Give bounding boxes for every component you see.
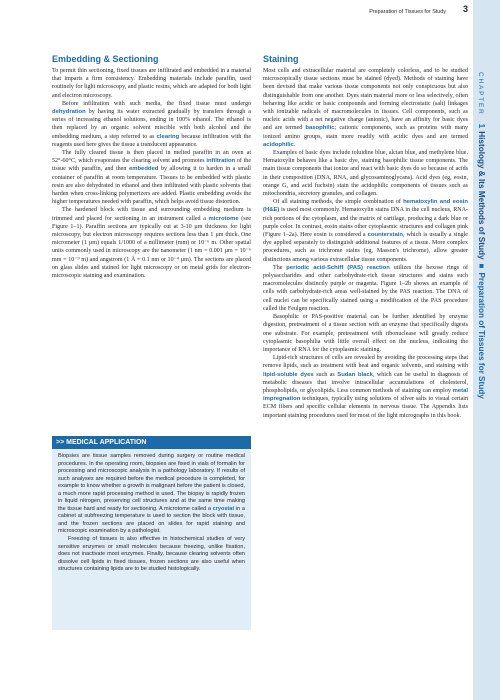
keyword-lipid-soluble-dyes: lipid-soluble dyes	[263, 371, 314, 378]
separator-square-icon: ■	[477, 263, 486, 269]
keyword-cryostat: cryostat	[212, 505, 235, 512]
medical-application-body	[52, 449, 251, 574]
chapter-word: CHAPTER	[477, 72, 484, 116]
page-number: 3	[462, 4, 468, 14]
paragraph: Examples of basic dyes include toluidine blue, alcian blue, and methylene blue. Hematoxylin behaves like a basic dye, staining basophilic tissue components. The main tissue components that ionize and react with basic dyes do so because of acids in their composition (DNA, RNA, and glycosaminoglycans). Acid dyes (eg, eosin, orange G, and acid fuchsin) stain the acidophilic components of tissues such as mitochondria, secretory granules, and collagen.	[263, 150, 468, 198]
keyword-dehydration: dehydration	[52, 109, 86, 116]
medical-application-heading: >> MEDICAL APPLICATION	[52, 436, 251, 449]
keyword-hematoxylin-eosin: hematoxylin and eosin (H&E)	[263, 199, 468, 214]
section-title-staining: Staining	[263, 54, 299, 64]
keyword-microtome: microtome	[208, 215, 239, 222]
keyword-pas-reaction: periodic acid-Schiff (PAS) reaction	[286, 264, 390, 271]
paragraph: Basophilic or PAS-positive material can be further identified by enzyme digestion, pretreatment of a tissue section with an enzyme that specifically digests one substrate. For example, pretreatment with ribonuclease will greatly reduce cytoplasmic basophilia with little overall effect on the nucleus, indicating the importance of RNA for the cytoplasmic staining.	[263, 314, 468, 353]
section-title-embedding: Embedding & Sectioning	[52, 54, 159, 64]
right-column	[263, 54, 468, 420]
paragraph: The fully cleared tissue is then placed in melted paraffin in an oven at 52°-60°C, which evaporates the clearing solvent and promotes infiltration of the tissue with paraffin, and then embedded by allowing it to harden in a small container of paraffin at room temperature. Tissues to be embedded with plastic resin are also dehydrated in ethanol and then infiltrated with plastic solvents that harden when cross-linking polymerizers are added. Plastic embedding avoids the higher temperatures needed with paraffin, which helps avoid tissue distortion.	[52, 150, 251, 206]
running-title: Preparation of Tissues for Study	[369, 9, 446, 15]
keyword-sudan-black: Sudan black	[337, 371, 373, 378]
keyword-basophilic: basophilic	[305, 125, 335, 132]
paragraph: Lipid-rich structures of cells are revealed by avoiding the processing steps that remove lipids, such as treatment with heat and organic solvents, and staining with lipid-soluble dyes such as Sudan black, which can be useful in diagnosis of metabolic diseases that involve intracellular accumulations of cholesterol, phospholipids, or glycolipids. Less common methods of staining can employ metal impregnation techniques, typically using solutions of silver salts to visual certain ECM fibers and specific cellular elements in nervous tissue. The Appendix lists important staining procedures used for most of the light micrographs in this book.	[263, 355, 468, 419]
keyword-infiltration: infiltration	[206, 158, 236, 165]
keyword-acidophilic: acidophilic	[263, 141, 294, 148]
keyword-counterstain: counterstain	[367, 232, 403, 239]
paragraph: Before infiltration with such media, the fixed tissue must undergo dehydration by having its water extracted gradually by transfers through a series of increasing ethanol solutions, ending in 100% ethanol. The ethanol is then replaced by an organic solvent miscible with both alcohol and the embedding medium, a step referred to as clearing because infiltration with the reagents used here gives the tissue a translucent appearance.	[52, 100, 251, 148]
keyword-embedded: embedded	[128, 166, 159, 173]
paragraph: To permit thin sectioning, fixed tissues are infiltrated and embedded in a material that imparts a firm consistency. Embedding materials include paraffin, used routinely for light microscopy, and plastic resins, which are adapted for both light and electron microscopy.	[52, 68, 251, 99]
paragraph: Freezing of tissues is also effective in histochemical studies of very sensitive enzymes or small molecules because freezing, unlike fixation, does not inactivate most enzymes. Finally, because clearing solvents often dissolve cell lipids in fixed tissues, frozen sections are also useful when structures containing lipids are to be studied histologically.	[58, 536, 245, 573]
keyword-clearing: clearing	[156, 133, 180, 140]
chapter-number: 1	[477, 123, 486, 129]
left-column	[52, 54, 251, 280]
chapter-side-label	[477, 72, 486, 399]
paragraph: The hardened block with tissue and surrounding embedding medium is trimmed and placed for sectioning in an instrument called a microtome (see Figure 1–1). Paraffin sections are typically cut at 3-10 µm thickness for light microscopy, but electron microscopy requires sections less than 1 µm thick. One micrometer (1 µm) equals 1/1000 of a millimeter (mm) or 10⁻⁶ m. Other spatial units commonly used in microscopy are the nanometer (1 nm = 0.001 µm = 10⁻⁶ mm = 10⁻⁹ m) and angstrom (1 Å = 0.1 nm or 10⁻⁴ µm). The sections are placed on glass slides and stained for light microscopy or on metal grids for electron-microscopic staining and examination.	[52, 207, 251, 280]
page-header	[270, 4, 468, 20]
chapter-title: Histology & Its Methods of Study	[477, 131, 486, 260]
medical-application-box	[52, 436, 251, 630]
paragraph: The periodic acid-Schiff (PAS) reaction utilizes the hexose rings of polysaccharides and other carbohydrate-rich tissue structures and stains such macromolecules distinctly purple or magenta. Figure 1–2b shows an example of cells with carbohydrate-rich areas well-stained by the PAS reaction. The DNA of cell nuclei can be specifically stained using a modification of the PAS procedure called the Feulgen reaction.	[263, 264, 468, 312]
paragraph: Most cells and extracellular material are completely colorless, and to be studied microscopically tissue sections must be stained (dyed). Methods of staining have been devised that make various tissue components not only conspicuous but also distinguishable from one another. Dyes stain material more or less selectively, often behaving like acidic or basic compounds and forming electrostatic (salt) linkages with ionizable radicals of macromolecules in tissues. Cell components, such as nucleic acids with a net negative charge (anionic), have an affinity for basic dyes and are termed basophilic; cationic components, such as proteins with many ionized amino groups, stain more readily with acidic dyes and are termed acidophilic.	[263, 68, 469, 148]
keyword-metal-impregnation: metal impregnation	[263, 387, 468, 403]
section-name: Preparation of Tissues for Study	[477, 272, 486, 399]
paragraph: Biopsies are tissue samples removed during surgery or routine medical procedures. In the operating room, biopsies are fixed in vials of formalin for processing and microscopic analysis in a pathology laboratory. If results of such analyses are required before the medical procedure is completed, for example to know whether a growth is malignant before the patient is closed, a much more rapid processing method is used. The biopsy is rapidly frozen in liquid nitrogen, preserving cell structures and at the same time making the tissue hard and ready for sectioning. A microtome called a cryostat in a cabinet at subfreezing temperature is used to section the block with tissue, and the frozen sections are placed on slides for rapid staining and microscopic examination by a pathologist.	[58, 453, 245, 535]
paragraph: Of all staining methods, the simple combination of hematoxylin and eosin (H&E) is used most commonly. Hematoxylin stains DNA in the cell nucleus, RNA-rich portions of the cytoplasm, and the matrix of cartilage, producing a dark blue or purple color. In contrast, eosin stains other cytoplasmic structures and collagen pink (Figure 1–2a). Here eosin is considered a counterstain, which is usually a single dye applied separately to distinguish additional features of a tissue. More complex procedures, such as trichrome stains (eg, Masson's trichrome), allow greater distinctions among various extracellular tissue components.	[263, 199, 468, 263]
